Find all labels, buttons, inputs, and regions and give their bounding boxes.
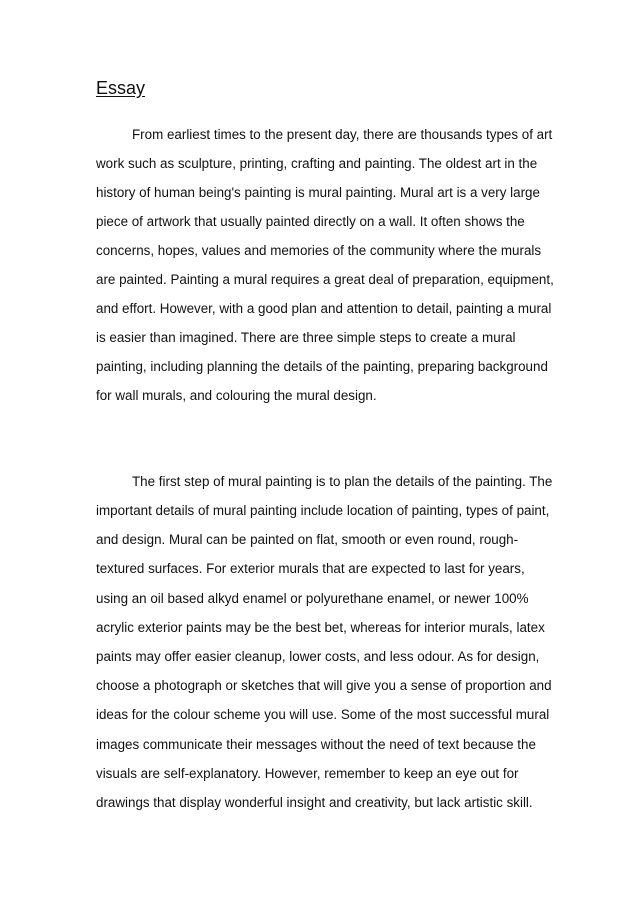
paragraph-line: piece of artwork that usually painted directly on a wall. It often shows the	[96, 214, 525, 229]
paragraph-line: The first step of mural painting is to plan the details of the painting. The	[132, 474, 553, 489]
paragraph-line: ideas for the colour scheme you will use. Some of the most successful mural	[96, 707, 550, 722]
paragraph-line: From earliest times to the present day, there are thousands types of art	[132, 127, 553, 142]
paragraph-line: acrylic exterior paints may be the best bet, whereas for interior murals, latex	[96, 620, 545, 635]
paragraph-line: paints may offer easier cleanup, lower costs, and less odour. As for design,	[96, 649, 540, 664]
paragraph-line: work such as sculpture, printing, crafting and painting. The oldest art in the	[96, 156, 538, 171]
paragraph-line: is easier than imagined. There are three simple steps to create a mural	[96, 330, 516, 345]
paragraph-line: history of human being's painting is mural painting. Mural art is a very large	[96, 185, 540, 200]
paragraph-line: and effort. However, with a good plan and attention to detail, painting a mural	[96, 301, 552, 316]
paragraph-line: using an oil based alkyd enamel or polyurethane enamel, or newer 100%	[96, 591, 529, 606]
paragraph-line: textured surfaces. For exterior murals that are expected to last for years,	[96, 561, 525, 576]
paragraph-line: drawings that display wonderful insight and creativity, but lack artistic skill.	[96, 795, 533, 810]
paragraph-line: and design. Mural can be painted on flat, smooth or even round, rough-	[96, 532, 519, 547]
paragraph-line: painting, including planning the details of the painting, preparing background	[96, 359, 548, 374]
paragraph-line: for wall murals, and colouring the mural design.	[96, 388, 377, 403]
essay-title: Essay	[96, 78, 146, 98]
paragraph-line: concerns, hopes, values and memories of the community where the murals	[96, 243, 542, 258]
paragraph-line: images communicate their messages without the need of text because the	[96, 737, 536, 752]
paragraph-line: choose a photograph or sketches that will give you a sense of proportion and	[96, 678, 552, 693]
paragraph-line: visuals are self-explanatory. However, remember to keep an eye out for	[96, 766, 519, 781]
paragraph-line: are painted. Painting a mural requires a great deal of preparation, equipment,	[96, 272, 554, 287]
paragraph-line: important details of mural painting include location of painting, types of paint,	[96, 503, 550, 518]
